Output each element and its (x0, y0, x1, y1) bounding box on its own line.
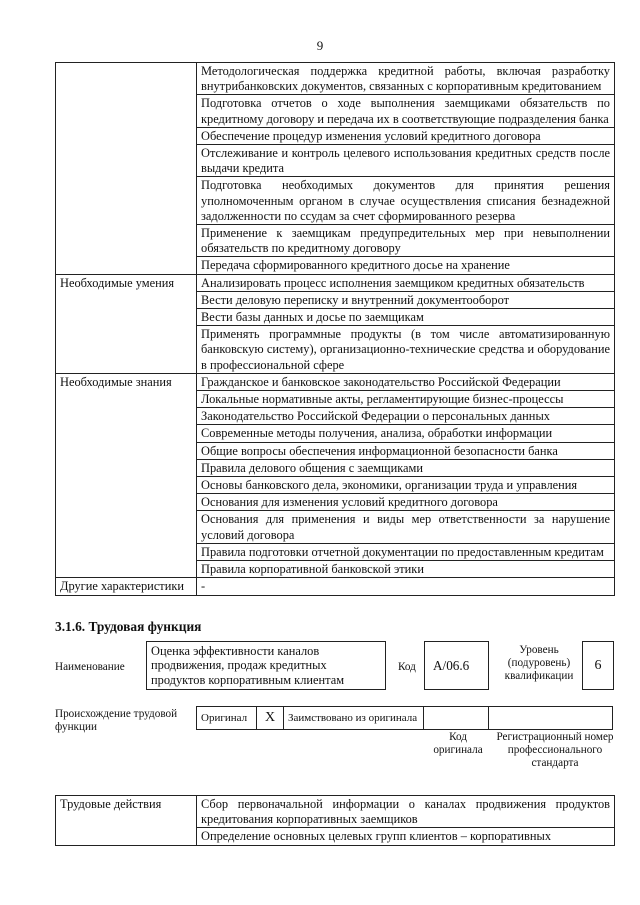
item-cell: Передача сформированного кредитного досье на хранение (197, 257, 615, 274)
item-cell: Основания для применения и виды мер ответственности за нарушение условий договора (197, 511, 615, 543)
table-row (56, 796, 615, 828)
origin-table (196, 706, 613, 730)
item-cell: Вести базы данных и досье по заемщикам (197, 309, 615, 326)
item-cell: Обеспечение процедур изменения условий кредитного договора (197, 127, 615, 144)
original-label: Оригинал (197, 707, 257, 730)
table-row (56, 274, 615, 291)
code-original-cell (424, 707, 489, 730)
reg-number-cell (489, 707, 613, 730)
item-cell: Правила делового общения с заемщиками (197, 459, 615, 476)
item-cell: Отслеживание и контроль целевого использования кредитных средств после выдачи кредита (197, 145, 615, 177)
item-cell: Вести деловую переписку и внутренний документооборот (197, 291, 615, 308)
qualification-level-box: 6 (582, 641, 614, 690)
item-cell: Подготовка отчетов о ходе выполнения заемщиками обязательств по кредитному договору и передача их в соответствующие подразделения банка (197, 95, 615, 127)
name-label: Наименование (55, 661, 125, 673)
item-cell: Основания для изменения условий кредитного договора (197, 494, 615, 511)
item-cell: - (197, 578, 615, 595)
item-cell: Определение основных целевых групп клиентов – корпоративных (197, 828, 615, 845)
section-heading: 3.1.6. Трудовая функция (55, 619, 202, 634)
item-cell: Подготовка необходимых документов для принятия решения уполномоченным органом в случае осуществления списания безнадежной задолженности по ссудам за счет сформированного резерва (197, 177, 615, 225)
borrowed-label: Заимствовано из оригинала (284, 707, 424, 730)
item-cell: Общие вопросы обеспечения информационной безопасности банка (197, 442, 615, 459)
item-cell: Применять программные продукты (в том числе автоматизированную банковскую систему), организационно-технические средства и оборудование в профессиональной сфере (197, 326, 615, 374)
origin-label: Происхождение трудовой функции (55, 708, 178, 734)
item-cell: Современные методы получения, анализа, обработки информации (197, 425, 615, 442)
item-cell: Локальные нормативные акты, регламентирующие бизнес-процессы (197, 391, 615, 408)
item-cell: Правила корпоративной банковской этики (197, 561, 615, 578)
labor-actions-table (55, 795, 615, 846)
item-cell: Анализировать процесс исполнения заемщиком кредитных обязательств (197, 274, 615, 291)
item-cell: Применение к заемщикам предупредительных мер при невыполнении обязательств по кредитному договору (197, 225, 615, 257)
table-row (56, 373, 615, 390)
code-original-label: Код оригинала (433, 731, 483, 757)
category-cell: Другие характеристики (56, 578, 197, 595)
category-cell: Необходимые умения (56, 274, 197, 373)
original-mark: X (257, 707, 284, 730)
category-cell: Трудовые действия (56, 796, 197, 846)
item-cell: Сбор первоначальной информации о каналах продвижения продуктов кредитования корпоративных заемщиков (197, 796, 615, 828)
item-cell: Основы банковского дела, экономики, организации труда и управления (197, 477, 615, 494)
qualification-level-label: Уровень (подуровень) квалификации (504, 644, 574, 683)
competency-table (55, 62, 615, 596)
item-cell: Методологическая поддержка кредитной работы, включая разработку внутрибанковских документов, связанных с корпоративным кредитованием (197, 63, 615, 95)
item-cell: Гражданское и банковское законодательство Российской Федерации (197, 373, 615, 390)
category-cell: Необходимые знания (56, 373, 197, 577)
table-row (56, 578, 615, 595)
page-number: 9 (316, 38, 324, 53)
code-value-box: A/06.6 (424, 641, 489, 690)
function-name-box: Оценка эффективности каналов продвижения, продаж кредитных продуктов корпоративным клиентам (146, 641, 386, 690)
code-label: Код (398, 661, 416, 673)
item-cell: Правила подготовки отчетной документации по предоставленным кредитам (197, 543, 615, 560)
item-cell: Законодательство Российской Федерации о персональных данных (197, 408, 615, 425)
reg-number-label: Регистрационный номер профессионального стандарта (496, 731, 614, 770)
table-row (56, 63, 615, 95)
category-cell (56, 63, 197, 275)
